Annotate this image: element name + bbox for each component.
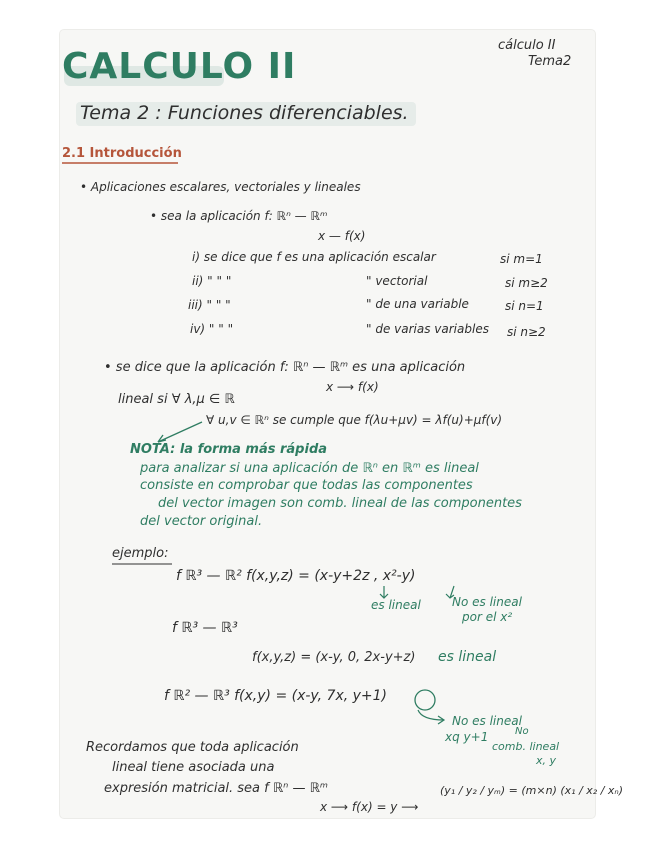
example-3: f ℝ² — ℝ³ f(x,y) = (x-y, 7x, y+1) [164,688,388,704]
section-heading: 2.1 Introducción [62,146,182,161]
cond-una-variable: si n=1 [505,299,544,313]
line-varias: " de varias variables [366,322,489,336]
line-lineal-cond: ∀ u,v ∈ ℝⁿ se cumple que f(λu+μv) = λf(u)+μf(v) [206,413,503,427]
recordamos-line-2: lineal tiene asociada una [112,760,275,775]
example-3-comb: comb. lineal [492,740,560,753]
nota-line-4: del vector imagen son comb. lineal de las componentes [158,496,522,511]
example-3-arrow [414,708,454,728]
example-1-no-lineal: No es lineal [452,595,522,609]
ejemplo-label: ejemplo: [112,546,169,561]
example-3-xq: xq y+1 [445,730,489,744]
example-3-no: No [515,726,529,737]
line-lineal-def: • se dice que la aplicación f: ℝⁿ — ℝᵐ es una aplicación [104,360,466,375]
line-lineal-si: lineal si ∀ λ,μ ∈ ℝ [118,392,235,407]
cond-varias: si n≥2 [507,325,546,339]
example-1-por-x2: por el x² [462,610,513,624]
cond-vectorial: si m≥2 [505,276,548,290]
matrix-expression: (y₁ / y₂ / yₘ) = (m×n) (x₁ / x₂ / xₙ) [440,784,624,797]
example-1-es-lineal: es lineal [371,598,421,612]
line-una-variable-marks: iii) " " " [188,298,231,312]
recordamos-line-4: x ⟶ f(x) = y ⟶ [320,800,419,814]
ejemplo-underline [112,562,176,566]
nota-line-3: consiste en comprobar que todas las componentes [140,478,473,493]
nota-line-2: para analizar si una aplicación de ℝⁿ en ℝᵐ es lineal [140,461,479,476]
line-aplicaciones: • Aplicaciones escalares, vectoriales y lineales [80,180,361,194]
example-2: f ℝ³ — ℝ³ [172,620,238,636]
nota-line-5: del vector original. [140,514,263,529]
page-title: CALCULO II [62,46,297,87]
example-1: f ℝ³ — ℝ² f(x,y,z) = (x-y+2z , x²-y) [176,568,416,584]
section-underline [62,161,182,165]
line-lineal-map: x ⟶ f(x) [326,380,379,394]
corner-topic: Tema2 [528,54,572,69]
line-vectorial: " vectorial [366,274,428,288]
recordamos-line-1: Recordamos que toda aplicación [86,740,299,755]
topic-heading: Tema 2 : Funciones diferenciables. [80,102,409,124]
line-varias-marks: iv) " " " [190,322,234,336]
example-2-map: f(x,y,z) = (x-y, 0, 2x-y+z) [252,650,416,665]
corner-course: cálculo II [498,38,556,53]
example-2-es-lineal: es lineal [438,649,497,665]
line-x-fx: x — f(x) [318,229,366,243]
recordamos-line-3: expresión matricial. sea f ℝⁿ — ℝᵐ [104,781,329,796]
example-3-no-lineal: No es lineal [452,714,522,728]
line-vectorial-marks: ii) " " " [192,274,232,288]
line-una-variable: " de una variable [366,297,469,311]
nota-heading: NOTA: la forma más rápida [130,442,328,457]
cond-escalar: si m=1 [500,252,543,266]
line-escalar: i) se dice que f es una aplicación escalar [192,250,436,264]
line-sea-aplicacion: • sea la aplicación f: ℝⁿ — ℝᵐ [150,209,328,223]
example-3-xy: x, y [536,754,557,767]
